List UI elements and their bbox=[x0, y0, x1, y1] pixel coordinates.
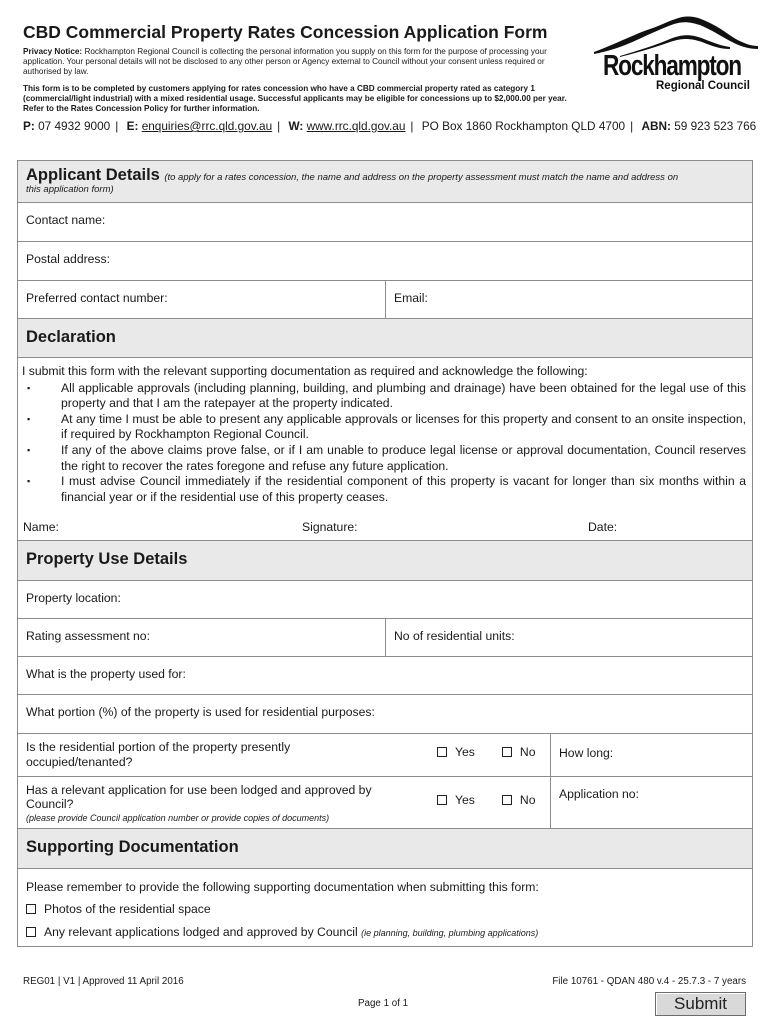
date-field[interactable]: Date: bbox=[588, 520, 618, 535]
privacy-label: Privacy Notice: bbox=[23, 47, 83, 56]
property-location-label: Property location: bbox=[26, 591, 121, 605]
privacy-text: Rockhampton Regional Council is collecting the personal information you supply on this form for the purpose of processing your application. Your personal details will not be disclosed to any other person or Agency external to Council without your consent unless required or authorised by law. bbox=[23, 47, 547, 76]
checkbox-icon[interactable] bbox=[502, 747, 512, 757]
lodged-no-option[interactable]: No bbox=[502, 793, 536, 807]
how-long-field[interactable]: How long: bbox=[550, 734, 752, 776]
occupied-no-option[interactable]: No bbox=[502, 745, 536, 759]
supporting-body bbox=[18, 869, 752, 946]
form-title: CBD Commercial Property Rates Concession Application Form bbox=[23, 22, 548, 42]
contact-bar: P: 07 4932 9000 | E: enquiries@rrc.qld.gov.au | W: www.rrc.qld.gov.au | PO Box 1860 Rockhampton QLD 4700 | ABN: 59 923 523 766 bbox=[23, 119, 757, 133]
checkbox-icon[interactable] bbox=[437, 795, 447, 805]
logo-wordmark: Rockhampton bbox=[603, 50, 741, 82]
council-logo bbox=[590, 12, 760, 92]
application-no-field[interactable]: Application no: bbox=[550, 777, 752, 828]
declaration-heading: Declaration bbox=[26, 328, 116, 346]
residential-units-field[interactable]: No of residential units: bbox=[385, 619, 752, 656]
applicant-note-cont: this application form) bbox=[26, 184, 114, 195]
rating-assessment-field[interactable]: Rating assessment no: bbox=[26, 629, 150, 643]
rating-units-row bbox=[18, 619, 752, 657]
supporting-heading: Supporting Documentation bbox=[26, 838, 239, 856]
bullet-icon: ▪ bbox=[27, 382, 31, 393]
applicant-section-header bbox=[18, 161, 752, 203]
contact-email-row bbox=[18, 281, 752, 319]
contact-name-row[interactable] bbox=[18, 203, 752, 242]
lodged-question-text: Has a relevant application for use been lodged and approved by Council? bbox=[26, 783, 372, 811]
signature-row bbox=[22, 520, 748, 536]
occupied-question: Is the residential portion of the property presently occupied/tenanted? bbox=[26, 740, 291, 769]
supporting-item-photos[interactable]: Photos of the residential space bbox=[26, 898, 744, 920]
abn-label: ABN: bbox=[641, 119, 671, 133]
checkbox-icon[interactable] bbox=[26, 927, 36, 937]
lodged-question bbox=[18, 777, 398, 828]
email-link[interactable]: enquiries@rrc.qld.gov.au bbox=[141, 119, 273, 133]
signature-field[interactable]: Signature: bbox=[302, 520, 358, 535]
logo-subtitle: Regional Council bbox=[656, 80, 750, 92]
occupied-options bbox=[318, 734, 550, 776]
bullet-icon: ▪ bbox=[27, 476, 31, 487]
email-label: E: bbox=[126, 119, 139, 133]
declaration-list bbox=[22, 381, 748, 506]
abn-value: 59 923 523 766 bbox=[674, 119, 757, 133]
postal-address-label: Postal address: bbox=[26, 252, 111, 266]
property-use-row[interactable] bbox=[18, 657, 752, 695]
residential-portion-row[interactable] bbox=[18, 695, 752, 734]
property-heading: Property Use Details bbox=[26, 550, 188, 568]
contact-name-label: Contact name: bbox=[26, 213, 106, 227]
checkbox-icon[interactable] bbox=[502, 795, 512, 805]
lodged-note: (please provide Council application number or provide copies of documents) bbox=[26, 813, 330, 823]
property-section-header bbox=[18, 541, 752, 581]
declaration-item: ▪ At any time I must be able to present any applicable approvals or licenses for this property and consent to an onsite inspection, if required by Rockhampton Regional Council. bbox=[27, 411, 746, 442]
footer-right: File 10761 - QDAN 480 v.4 - 25.7.3 - 7 years bbox=[552, 976, 746, 987]
occupied-yes-option[interactable]: Yes bbox=[437, 745, 475, 759]
lodged-yes-option[interactable]: Yes bbox=[437, 793, 475, 807]
declaration-item: ▪ If any of the above claims prove false, or if I am unable to produce legal license or approval documentation, Council reserves the right to recover the rates foregone and refuse any future application. bbox=[27, 442, 746, 473]
declaration-section-header bbox=[18, 319, 752, 358]
residential-portion-label: What portion (%) of the property is used for residential purposes: bbox=[26, 705, 375, 719]
preferred-contact-field[interactable] bbox=[18, 281, 385, 318]
declaration-body bbox=[18, 358, 752, 541]
supporting-item-applications[interactable]: Any relevant applications lodged and approved by Council (ie planning, building, plumbing applications) bbox=[26, 920, 744, 945]
decl-name-field[interactable]: Name: bbox=[23, 520, 59, 535]
page-number: Page 1 of 1 bbox=[358, 998, 409, 1009]
preferred-contact-label: Preferred contact number: bbox=[26, 291, 168, 305]
po-box: PO Box 1860 Rockhampton QLD 4700 bbox=[421, 119, 626, 133]
declaration-item: ▪ All applicable approvals (including planning, building, and plumbing and drainage) have been obtained for the legal use of this property and that I am the ratepayer at the property indicated. bbox=[27, 380, 746, 411]
privacy-notice bbox=[23, 47, 568, 77]
occupied-row bbox=[18, 734, 752, 777]
supporting-intro: Please remember to provide the following supporting documentation when submitting this form: bbox=[26, 880, 539, 894]
postal-address-row[interactable] bbox=[18, 242, 752, 281]
web-label: W: bbox=[288, 119, 304, 133]
footer-left: REG01 | V1 | Approved 11 April 2016 bbox=[23, 976, 184, 987]
phone-number: 07 4932 9000 bbox=[38, 119, 111, 133]
bullet-icon: ▪ bbox=[27, 413, 31, 424]
checkbox-icon[interactable] bbox=[26, 904, 36, 914]
checkbox-icon[interactable] bbox=[437, 747, 447, 757]
declaration-item: ▪ I must advise Council immediately if the residential component of this property is vacant for longer than six months within a financial year or if the residential use of this property ceases. bbox=[27, 474, 746, 504]
supporting-section-header bbox=[18, 829, 752, 869]
declaration-intro: I submit this form with the relevant supporting documentation as required and acknowledge the following: bbox=[22, 364, 588, 378]
application-lodged-row bbox=[18, 777, 752, 829]
intro-text: This form is to be completed by customers applying for rates concession who have a CBD commercial property rated as category 1 (commercial/light industrial) with a mixed residential usage. Successful applicants may be eligible for concessions up to $2,000.00 per year. Refer to the Rates Concession Policy for further information. bbox=[23, 84, 567, 113]
property-use-label: What is the property used for: bbox=[26, 667, 186, 681]
bullet-icon: ▪ bbox=[27, 444, 31, 455]
lodged-options bbox=[398, 777, 550, 828]
website-link[interactable]: www.rrc.qld.gov.au bbox=[306, 119, 406, 133]
application-form bbox=[17, 160, 753, 947]
email-field-label: Email: bbox=[394, 291, 428, 305]
email-field[interactable] bbox=[385, 281, 752, 318]
phone-label: P: bbox=[23, 119, 35, 133]
applicant-heading: Applicant Details bbox=[26, 166, 160, 184]
applicant-note: (to apply for a rates concession, the name and address on the property assessment must match the name and address on bbox=[164, 172, 679, 183]
property-location-row[interactable] bbox=[18, 581, 752, 619]
submit-button[interactable]: Submit bbox=[655, 992, 746, 1016]
